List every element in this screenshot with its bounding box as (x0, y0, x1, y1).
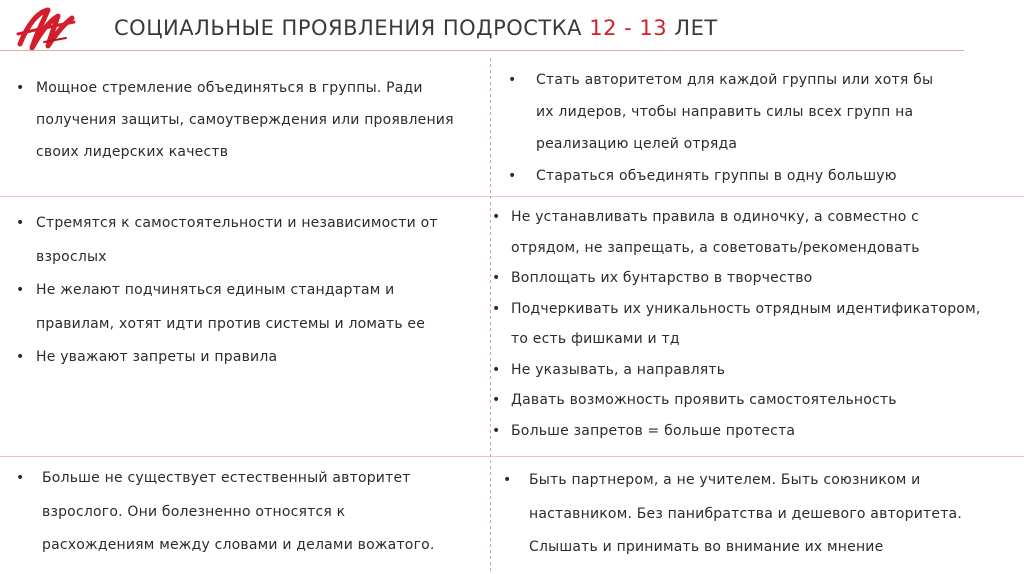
list-item: • Стремятся к самостоятельности и независимости от взрослых (36, 207, 438, 274)
brush-signature-logo (14, 4, 76, 54)
title-main: СОЦИАЛЬНЫЕ ПРОЯВЛЕНИЯ ПОДРОСТКА (114, 16, 583, 40)
list-item: • Не уважают запреты и правила (36, 341, 438, 375)
row2-left-list (36, 207, 438, 375)
list-item: • Не желают подчиняться единым стандартам и правилам, хотят идти против системы и ломать ее (36, 274, 438, 341)
title-underline (0, 50, 964, 51)
list-item: • Больше не существует естественный авторитет взрослого. Они болезненно относятся к расхождениям между словами и делами вожатого. (42, 462, 435, 563)
row3-left-list (42, 462, 435, 563)
list-item: • Быть партнером, а не учителем. Быть союзником и наставником. Без панибратства и дешевого авторитета. Слышать и принимать во внимание их мнение (529, 464, 962, 565)
row-divider-1 (0, 196, 1024, 197)
row1-right-list (536, 64, 933, 192)
list-item: • Не указывать, а направлять (511, 355, 980, 386)
list-item: • Стать авторитетом для каждой группы или хотя бы их лидеров, чтобы направить силы всех групп на реализацию целей отряда (536, 64, 933, 160)
row-divider-2 (0, 456, 1024, 457)
list-item: • Не устанавливать правила в одиночку, а совместно с отрядом, не запрещать, а советовать/рекомендовать (511, 202, 980, 263)
list-item: • Мощное стремление объединяться в группы. Ради получения защиты, самоутверждения или проявления своих лидерских качеств (36, 72, 454, 168)
title-suffix: ЛЕТ (674, 16, 718, 40)
page-title (114, 16, 718, 40)
row3-right-list (529, 464, 962, 565)
title-age-range: 12 - 13 (589, 16, 668, 40)
list-item: • Стараться объединять группы в одну большую (536, 160, 933, 192)
list-item: • Давать возможность проявить самостоятельность (511, 385, 980, 416)
row1-left-list (36, 72, 454, 168)
row2-right-list (511, 202, 980, 446)
column-divider (490, 58, 491, 574)
list-item: • Воплощать их бунтарство в творчество (511, 263, 980, 294)
list-item: • Больше запретов = больше протеста (511, 416, 980, 447)
list-item: • Подчеркивать их уникальность отрядным идентификатором, то есть фишками и тд (511, 294, 980, 355)
